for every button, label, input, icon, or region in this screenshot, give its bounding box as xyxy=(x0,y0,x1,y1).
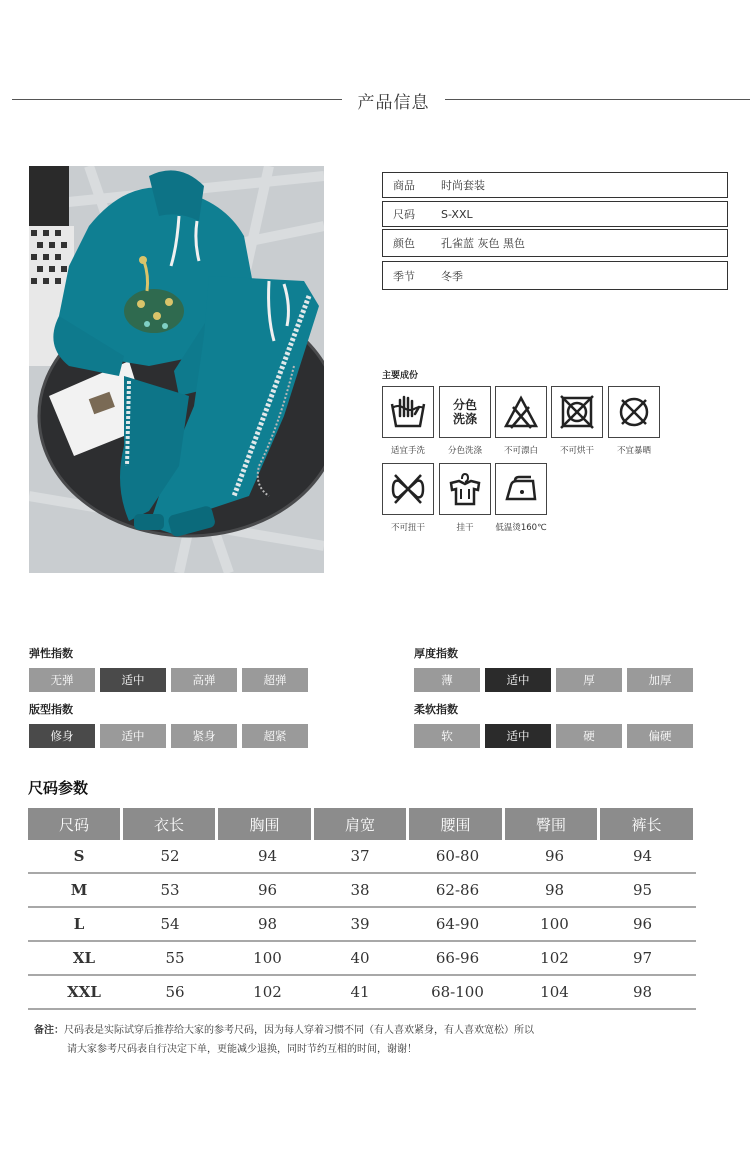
size-table-row xyxy=(28,976,696,1010)
wash-separately-line2: 洗涤 xyxy=(452,412,477,426)
thickness-option-selected: 适中 xyxy=(485,668,551,692)
care-section-title: 主要成份 xyxy=(382,371,419,381)
header-divider-right xyxy=(445,99,750,100)
care-item-no-wring xyxy=(382,463,434,533)
care-item-no-bleach xyxy=(495,386,547,456)
thickness-option: 薄 xyxy=(414,668,480,692)
care-label: 适宜手洗 xyxy=(390,446,425,456)
no-sun-dry-icon xyxy=(616,394,652,430)
fit-option: 适中 xyxy=(100,724,166,748)
thickness-title: 厚度指数 xyxy=(414,647,458,660)
care-label: 挂干 xyxy=(456,523,474,533)
note-line1: 尺码表是实际试穿后推荐给大家的参考尺码，因为每人穿着习惯不同（有人喜欢紧身，有人喜欢宽松）所以 xyxy=(64,1025,534,1036)
wash-separately-icon xyxy=(453,398,477,426)
size-table-row xyxy=(28,942,696,976)
info-row-season xyxy=(382,261,728,290)
hand-wash-icon xyxy=(388,394,428,430)
size-cell: 39 xyxy=(350,915,370,933)
care-item-low-iron xyxy=(495,463,547,533)
size-table-row xyxy=(28,840,696,874)
size-cell: M xyxy=(70,881,88,899)
size-cell: 96 xyxy=(632,915,653,933)
elasticity-option: 超弹 xyxy=(242,668,308,692)
size-cell: 41 xyxy=(350,983,370,1001)
info-key: 尺码 xyxy=(393,208,415,221)
care-item-no-tumble-dry xyxy=(551,386,603,456)
size-cell: XXL xyxy=(67,983,101,1001)
fit-option: 紧身 xyxy=(171,724,237,748)
softness-option: 硬 xyxy=(556,724,622,748)
size-cell: 94 xyxy=(257,847,278,865)
note-line2: 请大家参考尺码表自行决定下单，更能减少退换，同时节约互相的时间，谢谢！ xyxy=(67,1044,417,1055)
care-label: 低温烫160℃ xyxy=(495,523,547,533)
size-cell: 62-86 xyxy=(435,881,480,899)
size-cell: 56 xyxy=(165,983,185,1001)
size-header-cell: 肩宽 xyxy=(314,808,409,840)
fit-title: 版型指数 xyxy=(29,703,73,716)
header-divider-left xyxy=(12,99,342,100)
info-key: 季节 xyxy=(393,269,415,283)
hang-dry-icon xyxy=(447,471,483,507)
size-cell: 100 xyxy=(540,915,569,933)
fit-option-selected: 修身 xyxy=(29,724,95,748)
size-table-row xyxy=(28,908,696,942)
info-value: 冬季 xyxy=(441,269,463,283)
info-key: 颜色 xyxy=(393,237,415,250)
size-cell: 52 xyxy=(160,847,180,865)
size-cell: 68-100 xyxy=(431,983,484,1001)
care-item-hand-wash xyxy=(382,386,434,456)
no-wring-icon xyxy=(389,473,427,505)
info-row-product xyxy=(382,172,728,198)
size-header-cell: 衣长 xyxy=(123,808,218,840)
size-cell: 98 xyxy=(632,983,653,1001)
size-header-cell: 腰围 xyxy=(409,808,505,840)
size-table-row xyxy=(28,874,696,908)
care-label: 不可漂白 xyxy=(503,446,538,456)
softness-title: 柔软指数 xyxy=(414,703,458,716)
info-row-color xyxy=(382,229,728,257)
page-title: 产品信息 xyxy=(357,93,430,113)
size-cell: S xyxy=(73,847,85,865)
care-label: 不可扭干 xyxy=(390,523,425,533)
care-item-hang-dry xyxy=(439,463,491,533)
size-cell: 104 xyxy=(540,983,569,1001)
size-note xyxy=(34,1021,534,1059)
care-label: 不宜暴晒 xyxy=(616,446,651,456)
size-cell: 102 xyxy=(253,983,282,1001)
care-item-wash-separately xyxy=(439,386,491,456)
elasticity-option-selected: 适中 xyxy=(100,668,166,692)
size-table-header xyxy=(28,808,696,840)
elasticity-option: 无弹 xyxy=(29,668,95,692)
size-cell: 38 xyxy=(350,881,370,899)
size-cell: 95 xyxy=(632,881,653,899)
softness-option-selected: 适中 xyxy=(485,724,551,748)
size-cell: 100 xyxy=(253,949,282,967)
info-value: 时尚套装 xyxy=(441,179,485,192)
size-cell: 60-80 xyxy=(435,847,480,865)
softness-option: 软 xyxy=(414,724,480,748)
size-cell: 94 xyxy=(632,847,653,865)
size-cell: 97 xyxy=(632,949,653,967)
thickness-option: 加厚 xyxy=(627,668,693,692)
size-cell: 40 xyxy=(350,949,370,967)
care-label: 分色洗涤 xyxy=(447,446,482,456)
size-cell: 54 xyxy=(160,915,180,933)
info-value: S-XXL xyxy=(441,207,473,221)
note-label: 备注： xyxy=(34,1025,64,1036)
product-photo xyxy=(29,166,324,573)
info-row-size xyxy=(382,201,728,227)
info-key: 商品 xyxy=(393,179,415,192)
elasticity-title: 弹性指数 xyxy=(29,647,73,660)
size-cell: 96 xyxy=(544,847,565,865)
size-cell: L xyxy=(73,915,85,933)
no-tumble-dry-icon xyxy=(559,394,595,430)
size-cell: 66-96 xyxy=(435,949,480,967)
no-bleach-icon xyxy=(503,395,539,429)
size-cell: 98 xyxy=(257,915,278,933)
fit-option: 超紧 xyxy=(242,724,308,748)
info-value: 孔雀蓝 灰色 黑色 xyxy=(441,237,525,250)
size-cell: 64-90 xyxy=(435,915,480,933)
care-item-no-sun-dry xyxy=(608,386,660,456)
size-header-cell: 胸围 xyxy=(218,808,314,840)
wash-separately-line1: 分色 xyxy=(452,398,477,412)
size-cell: 37 xyxy=(350,847,370,865)
size-header-cell: 尺码 xyxy=(28,808,123,840)
softness-option: 偏硬 xyxy=(627,724,693,748)
care-label: 不可烘干 xyxy=(559,446,594,456)
size-table-title: 尺码参数 xyxy=(28,779,89,797)
thickness-option: 厚 xyxy=(556,668,622,692)
size-cell: 102 xyxy=(540,949,569,967)
size-cell: 55 xyxy=(165,949,185,967)
size-cell: 96 xyxy=(257,881,278,899)
low-iron-icon xyxy=(503,475,539,503)
elasticity-option: 高弹 xyxy=(171,668,237,692)
size-header-cell: 裤长 xyxy=(600,808,696,840)
size-cell: 53 xyxy=(160,881,180,899)
size-cell: XL xyxy=(72,949,96,967)
size-header-cell: 臀围 xyxy=(505,808,600,840)
size-cell: 98 xyxy=(544,881,565,899)
